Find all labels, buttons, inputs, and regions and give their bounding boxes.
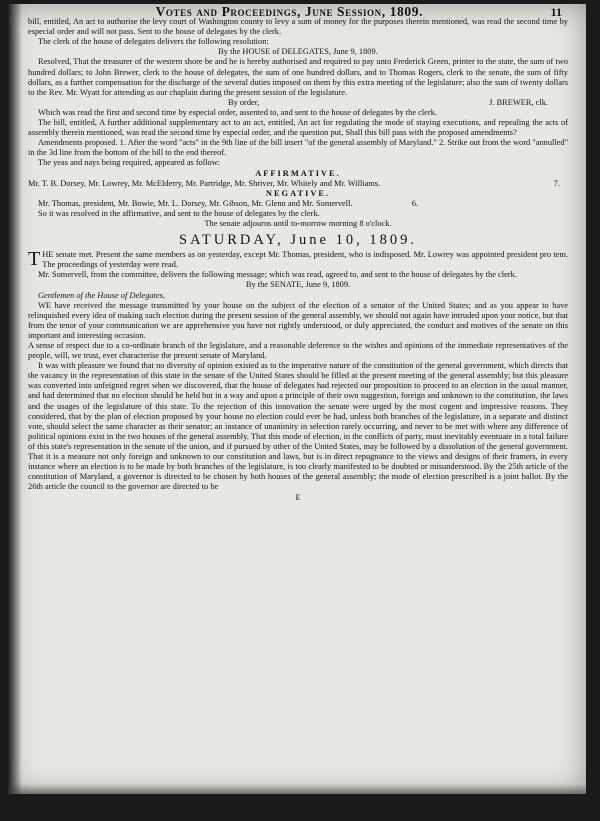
order-signature-line bbox=[28, 98, 568, 108]
opening-paragraph bbox=[28, 250, 568, 270]
resolution-text: Resolved, That the treasurer of the western shore be and he is hereby authorised and required to pay unto Frederick Green, printer to the state, the sum of two hundred dollars; to John Brewer, clerk to the house of delegates, the sum of one hundred dollars, and to Thomas Rogers, clerk to the senate, the sum of fifty dollars, as a further compensation for the discharge of the several duties imposed on them by this extra meeting of the legislature; also the sum of twenty dollars to the Rev. Mr. Wyatt for attending as our chaplain during the present session of the legislature. bbox=[28, 57, 568, 97]
affirmative-votes bbox=[28, 179, 568, 189]
message-paragraph: It was with pleasure we found that no diversity of opinion existed as to the imperative nature of the constitution of the general government, which directs that the vacancy in the representation of this state in the senate of the United States should be filled at the present meeting of the general assembly; but this pleasure was converted into unfeigned regret when we discovered, that the house of delegates had rejected our proposition to proceed to an election in the usual manner, and had determined that no election should be held but in a way and upon a principle of their own suggestion, foreign and unknown to the constitution, the laws and the usages of the legislature of this state. To the rejection of this innovation the senate were urged by the most cogent and impressive reasons. They considered, that by the plan of election proposed by your house no election could ever be had, unless both branches of the legislature, in a separate and distinct vote, should select the same character as their senator; an instance of unanimity in selection rarely occurring, and never to be met with where any difference of political opinions exist in the two houses of the general assembly. That this mode of election, in the conflicts of party, must inevitably eventuate in a total failure of this state's representation in the senate of the union, and if pursued by other of the United States, may be followed by a dissolution of the general government. That it is a measure not only foreign and unknown to our constitution and laws, but is in direct repugnance to the views and designs of their framers, in every instance where an election is to be made by both branches of the legislature, is too clearly manifested to be doubted or misunderstood. By the 25th article of the constitution of Maryland, a governor is directed to be chosen by both houses of the general assembly; the mode of election prescribed is a joint ballot. By the 26th article the council to the governor are directed to be bbox=[28, 361, 568, 492]
day-heading: SATURDAY, June 10, 1809. bbox=[179, 232, 417, 249]
amendments: Amendments proposed. 1. After the word "acts" in the 9th line of the bill insert "of the general assembly of Maryland." 2. Strike out from the word "annulled" in the 3d line from the bottom of the bill to the end thereof. bbox=[28, 138, 568, 158]
by-order-label: By order, bbox=[228, 97, 260, 107]
message-paragraph: A sense of respect due to a co-ordinate branch of the legislature, and a reasonable deference to the wishes and opinions of the immediate representatives of the people, will, we trust, ever characterise the present senate of Maryland. bbox=[28, 341, 568, 361]
affirmative-count: 7. bbox=[553, 178, 560, 188]
paragraph: The clerk of the house of delegates delivers the following resolution: bbox=[38, 37, 269, 47]
senate-heading: By the SENATE, June 9, 1809. bbox=[245, 280, 351, 290]
affirmative-names: Mr. T. B. Dorsey, Mr. Lowrey, Mr. McElderry, Mr. Partridge, Mr. Shriver, Mr. Whitely and Mr. Williams. bbox=[28, 178, 381, 188]
page-number: 11 bbox=[550, 5, 562, 19]
salutation: Gentlemen of the House of Delegates, bbox=[38, 290, 165, 300]
paragraph: The bill, entitled, A further additional supplementary act to an act, entitled, An act for regulating the mode of staying executions, and repealing the acts of assembly therein mentioned, was read the second time by especial order, and the question put, Shall this bill pass with the proposed amendments? bbox=[28, 118, 568, 138]
message-paragraph: WE have received the message transmitted by your house on the subject of the election of a senator of the United States; and as you appear to have relinquished every idea of making such election during the present session of the general assembly, we should not again have intruded upon your notice, but that from the tenor of your communication we are apprehensive you have not rightly understood, or duly appreciated, the conduct and motives of the senate on this important and interesting occasion. bbox=[28, 300, 568, 340]
page-title: Votes and Proceedings, June Session, 1809. bbox=[155, 4, 424, 19]
paragraph: bill, entitled, An act to authorise the levy court of Washington county to levy a sum of money for the purposes therein mentioned, was read the second time by especial order and will not pass. Sent to the house of delegates by the clerk. bbox=[28, 17, 568, 37]
negative-votes bbox=[28, 199, 568, 209]
paragraph: Which was read the first and second time by especial order, assented to, and sent to the house of delegates by the clerk. bbox=[38, 107, 437, 117]
page-content bbox=[28, 4, 568, 504]
affirmative-heading: AFFIRMATIVE. bbox=[255, 168, 341, 178]
negative-heading: NEGATIVE. bbox=[265, 188, 331, 198]
resolution-heading: By the HOUSE of DELEGATES, June 9, 1809. bbox=[218, 47, 378, 57]
page-edge-shadow bbox=[8, 4, 22, 794]
opening-text: HE senate met. Present the same members as on yesterday, except Mr. Thomas, president, who is indisposed. Mr. Lowrey was appointed president pro tem. The proceedings of yesterday were read. bbox=[42, 250, 568, 270]
document-page bbox=[8, 4, 586, 794]
printer-signature-mark: E bbox=[295, 493, 301, 503]
negative-count: 6. bbox=[411, 198, 418, 208]
paragraph: The yeas and nays being required, appeared as follow: bbox=[38, 158, 221, 168]
drop-cap: T bbox=[28, 248, 41, 271]
paragraph: Mr. Somervell, from the committee, delivers the following message; which was read, agreed to, and sent to the house of delegates by the clerk. bbox=[38, 270, 517, 280]
running-header bbox=[28, 4, 568, 19]
clerk-signature: J. BREWER, clk. bbox=[489, 97, 548, 107]
negative-names: Mr. Thomas, president, Mr. Bowie, Mr. L. Dorsey, Mr. Gibson, Mr. Glenn and Mr. Somervell. bbox=[38, 198, 353, 208]
paragraph: So it was resolved in the affirmative, and sent to the house of delegates by the clerk. bbox=[38, 208, 320, 218]
page-bottom-shadow bbox=[8, 784, 586, 794]
adjournment-notice: The senate adjourns until to-morrow morning 8 o'clock. bbox=[204, 218, 392, 228]
